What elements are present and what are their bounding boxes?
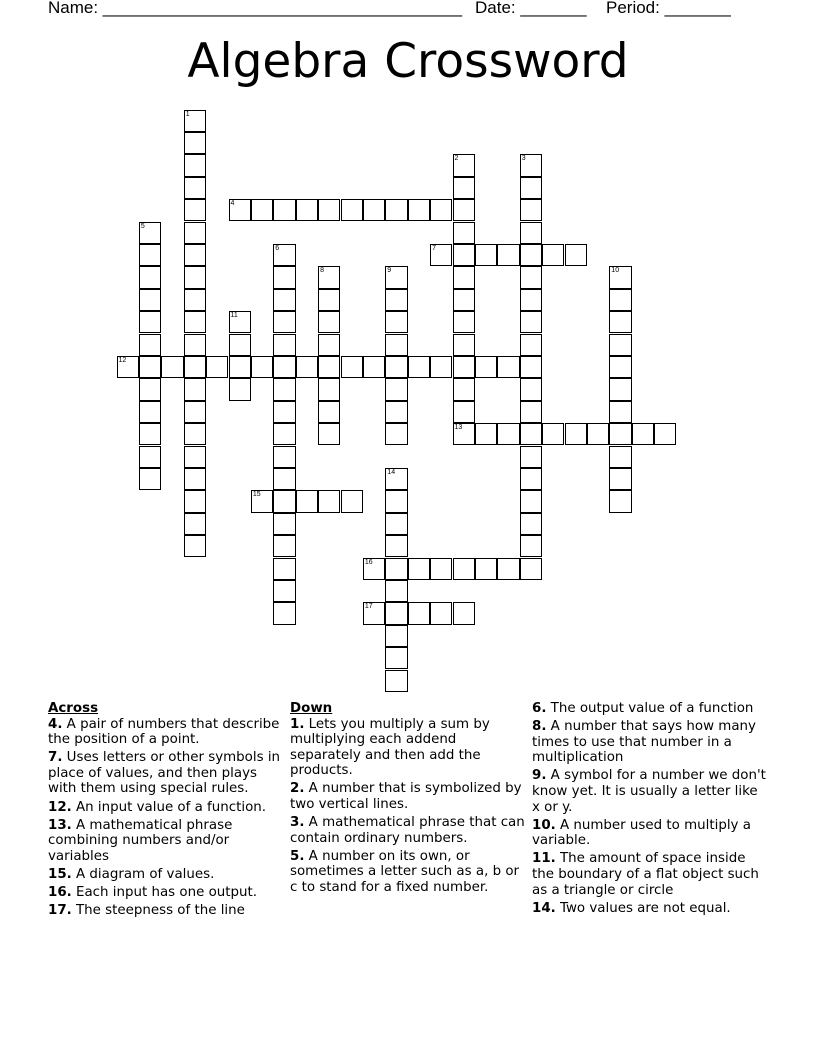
grid-cell[interactable] (318, 401, 340, 423)
clue-number: 10 (611, 267, 620, 275)
grid-cell[interactable] (341, 199, 363, 221)
grid-cell[interactable] (475, 558, 497, 580)
grid-cell[interactable] (497, 356, 519, 378)
down-clues-continued (532, 701, 768, 919)
grid-cell[interactable] (453, 199, 475, 221)
clue-text: A mathematical phrase combining numbers and/or variables (48, 817, 233, 864)
grid-cell[interactable] (520, 199, 542, 221)
grid-cell[interactable] (385, 468, 407, 490)
grid-cell[interactable] (497, 423, 519, 445)
clue-number-label: 17. (48, 903, 72, 919)
grid-cell[interactable] (430, 356, 452, 378)
grid-cell[interactable] (184, 468, 206, 490)
clue-item (290, 815, 526, 846)
grid-cell[interactable] (385, 580, 407, 602)
grid-cell[interactable] (341, 356, 363, 378)
grid-cell[interactable] (318, 423, 340, 445)
clue-item (532, 768, 768, 815)
grid-cell[interactable] (520, 311, 542, 333)
grid-cell[interactable] (453, 244, 475, 266)
down-clues (290, 701, 526, 898)
grid-cell[interactable] (184, 222, 206, 244)
grid-cell[interactable] (318, 311, 340, 333)
clue-number-label: 9. (532, 768, 547, 784)
clue-number-label: 16. (48, 885, 72, 901)
clue-text: Each input has one output. (76, 885, 257, 901)
grid-cell[interactable] (408, 199, 430, 221)
grid-cell[interactable] (520, 177, 542, 199)
grid-cell[interactable] (229, 199, 251, 221)
grid-cell[interactable] (184, 199, 206, 221)
clue-number-label: 4. (48, 716, 63, 732)
clue-item (532, 701, 768, 717)
grid-cell[interactable] (296, 490, 318, 512)
clue-number-label: 3. (290, 815, 305, 831)
grid-cell[interactable] (318, 378, 340, 400)
clue-text: A number used to multiply a variable. (532, 817, 751, 849)
grid-cell[interactable] (184, 132, 206, 154)
grid-cell[interactable] (139, 222, 161, 244)
grid-cell[interactable] (318, 289, 340, 311)
grid-cell[interactable] (273, 468, 295, 490)
clue-text: A number that says how many times to use that number in a multiplication (532, 719, 756, 766)
grid-cell[interactable] (139, 378, 161, 400)
grid-cell[interactable] (184, 244, 206, 266)
grid-cell[interactable] (385, 266, 407, 288)
grid-cell[interactable] (385, 199, 407, 221)
grid-cell[interactable] (139, 289, 161, 311)
clue-number: 1 (185, 110, 190, 118)
clue-text: The output value of a function (550, 701, 754, 716)
clue-item (48, 800, 284, 816)
grid-cell[interactable] (520, 558, 542, 580)
grid-cell[interactable] (520, 490, 542, 512)
grid-cell[interactable] (385, 423, 407, 445)
grid-cell[interactable] (273, 334, 295, 356)
clue-number: 12 (118, 356, 127, 364)
grid-cell[interactable] (139, 423, 161, 445)
clue-text: Two values are not equal. (560, 900, 731, 916)
period-field[interactable]: Period: _______ (606, 0, 731, 17)
grid-cell[interactable] (273, 423, 295, 445)
clue-item (48, 818, 284, 865)
grid-cell[interactable] (520, 222, 542, 244)
grid-cell[interactable] (520, 356, 542, 378)
clue-number: 16 (364, 558, 373, 566)
clue-text: A number that is symbolized by two vertical lines. (290, 781, 522, 813)
clue-number-label: 1. (290, 716, 305, 732)
grid-cell[interactable] (184, 154, 206, 176)
grid-cell[interactable] (542, 244, 564, 266)
grid-cell[interactable] (363, 356, 385, 378)
clue-text: Uses letters or other symbols in place of values, and then plays with them using special rules. (48, 750, 281, 797)
clue-text: An input value of a function. (76, 799, 267, 815)
grid-cell[interactable] (565, 423, 587, 445)
grid-cell[interactable] (273, 490, 295, 512)
name-field[interactable]: Name: ______________________________________ (48, 0, 463, 17)
grid-cell[interactable] (184, 356, 206, 378)
clue-number-label: 12. (48, 799, 72, 815)
clue-number: 8 (320, 267, 324, 275)
grid-cell[interactable] (385, 535, 407, 557)
grid-cell[interactable] (408, 558, 430, 580)
grid-cell[interactable] (184, 490, 206, 512)
grid-cell[interactable] (520, 513, 542, 535)
grid-cell[interactable] (520, 334, 542, 356)
across-heading: Across (48, 701, 99, 716)
grid-cell[interactable] (251, 490, 273, 512)
grid-cell[interactable] (609, 468, 631, 490)
clue-number: 17 (364, 603, 373, 611)
clue-item (290, 717, 526, 779)
page-title: Algebra Crossword (187, 34, 629, 89)
grid-cell[interactable] (430, 199, 452, 221)
grid-cell[interactable] (520, 446, 542, 468)
grid-cell[interactable] (520, 401, 542, 423)
grid-cell[interactable] (229, 334, 251, 356)
clue-number: 15 (252, 491, 261, 499)
grid-cell[interactable] (251, 356, 273, 378)
grid-cell[interactable] (430, 244, 452, 266)
grid-cell[interactable] (251, 199, 273, 221)
grid-cell[interactable] (229, 311, 251, 333)
grid-cell[interactable] (385, 602, 407, 624)
clue-number: 4 (230, 200, 235, 208)
clue-number-label: 15. (48, 866, 72, 882)
grid-cell[interactable] (408, 602, 430, 624)
clue-item (48, 717, 284, 748)
clue-number: 13 (454, 424, 463, 432)
clue-number: 7 (432, 244, 436, 252)
clue-number: 3 (521, 155, 526, 163)
grid-cell[interactable] (296, 199, 318, 221)
grid-cell[interactable] (453, 289, 475, 311)
grid-cell[interactable] (139, 334, 161, 356)
grid-cell[interactable] (453, 222, 475, 244)
grid-cell[interactable] (184, 423, 206, 445)
grid-cell[interactable] (385, 289, 407, 311)
clue-number: 11 (230, 312, 238, 320)
clue-text: The steepness of the line (76, 903, 245, 919)
clue-number-label: 6. (532, 701, 547, 716)
grid-cell[interactable] (318, 356, 340, 378)
grid-cell[interactable] (453, 423, 475, 445)
grid-cell[interactable] (318, 199, 340, 221)
grid-cell[interactable] (385, 625, 407, 647)
clue-item (290, 849, 526, 896)
grid-cell[interactable] (520, 244, 542, 266)
grid-cell[interactable] (453, 334, 475, 356)
grid-cell[interactable] (296, 356, 318, 378)
grid-cell[interactable] (273, 244, 295, 266)
clue-item (532, 901, 768, 917)
clue-number: 14 (387, 468, 396, 476)
grid-cell[interactable] (363, 558, 385, 580)
clue-number-label: 13. (48, 817, 72, 833)
clue-number-label: 7. (48, 750, 63, 766)
grid-cell[interactable] (654, 423, 676, 445)
grid-cell[interactable] (273, 535, 295, 557)
grid-cell[interactable] (453, 401, 475, 423)
clue-text: Lets you multiply a sum by multiplying each addend separately and then add the products. (290, 716, 490, 779)
grid-cell[interactable] (206, 356, 228, 378)
grid-cell[interactable] (139, 266, 161, 288)
grid-cell[interactable] (273, 401, 295, 423)
grid-cell[interactable] (139, 356, 161, 378)
across-clues (48, 701, 284, 921)
clue-number: 2 (454, 155, 459, 163)
grid-cell[interactable] (609, 266, 631, 288)
grid-cell[interactable] (385, 334, 407, 356)
grid-cell[interactable] (273, 602, 295, 624)
grid-cell[interactable] (184, 535, 206, 557)
clue-text: A symbol for a number we don't know yet. It is usually a letter like x or y. (532, 768, 766, 815)
grid-cell[interactable] (475, 356, 497, 378)
grid-cell[interactable] (318, 334, 340, 356)
grid-cell[interactable] (273, 580, 295, 602)
grid-cell[interactable] (385, 558, 407, 580)
grid-cell[interactable] (609, 311, 631, 333)
grid-cell[interactable] (363, 602, 385, 624)
grid-cell[interactable] (161, 356, 183, 378)
clue-number-label: 11. (532, 851, 556, 867)
date-field[interactable]: Date: _______ (475, 0, 587, 17)
grid-cell[interactable] (139, 446, 161, 468)
grid-cell[interactable] (609, 490, 631, 512)
grid-cell[interactable] (609, 401, 631, 423)
grid-cell[interactable] (408, 356, 430, 378)
clue-number: 6 (275, 244, 280, 252)
clue-number-label: 2. (290, 781, 305, 797)
clue-text: The amount of space inside the boundary of a flat object such as a triangle or circle (532, 851, 759, 898)
grid-cell[interactable] (609, 378, 631, 400)
clue-number-label: 5. (290, 848, 305, 864)
grid-cell[interactable] (184, 266, 206, 288)
clue-item (48, 885, 284, 901)
clue-number: 9 (387, 267, 392, 275)
grid-cell[interactable] (273, 199, 295, 221)
grid-cell[interactable] (385, 401, 407, 423)
grid-cell[interactable] (273, 513, 295, 535)
clue-number: 5 (140, 222, 145, 230)
grid-cell[interactable] (229, 378, 251, 400)
grid-cell[interactable] (184, 177, 206, 199)
grid-cell[interactable] (385, 513, 407, 535)
grid-cell[interactable] (139, 311, 161, 333)
grid-cell[interactable] (385, 378, 407, 400)
grid-cell[interactable] (520, 468, 542, 490)
grid-cell[interactable] (385, 311, 407, 333)
grid-cell[interactable] (565, 244, 587, 266)
clue-text: A diagram of values. (76, 866, 215, 882)
grid-cell[interactable] (475, 423, 497, 445)
grid-cell[interactable] (609, 446, 631, 468)
grid-cell[interactable] (497, 558, 519, 580)
grid-cell[interactable] (184, 401, 206, 423)
grid-cell[interactable] (139, 468, 161, 490)
clue-number-label: 8. (532, 719, 547, 735)
grid-cell[interactable] (273, 311, 295, 333)
grid-cell[interactable] (453, 356, 475, 378)
grid-cell[interactable] (385, 670, 407, 692)
grid-cell[interactable] (117, 356, 139, 378)
grid-cell[interactable] (273, 356, 295, 378)
grid-cell[interactable] (273, 266, 295, 288)
grid-cell[interactable] (587, 423, 609, 445)
grid-cell[interactable] (385, 647, 407, 669)
clue-text: A number on its own, or sometimes a letter such as a, b or c to stand for a fixed number. (290, 848, 520, 896)
grid-cell[interactable] (475, 244, 497, 266)
grid-cell[interactable] (385, 490, 407, 512)
clue-item (290, 781, 526, 812)
grid-cell[interactable] (318, 266, 340, 288)
grid-cell[interactable] (430, 602, 452, 624)
grid-cell[interactable] (184, 289, 206, 311)
clue-item (48, 750, 284, 797)
grid-cell[interactable] (520, 378, 542, 400)
grid-cell[interactable] (453, 266, 475, 288)
grid-cell[interactable] (273, 446, 295, 468)
down-heading: Down (290, 701, 333, 716)
grid-cell[interactable] (453, 311, 475, 333)
grid-cell[interactable] (273, 289, 295, 311)
grid-cell[interactable] (609, 423, 631, 445)
grid-cell[interactable] (385, 356, 407, 378)
clue-item (532, 818, 768, 849)
grid-cell[interactable] (520, 423, 542, 445)
grid-cell[interactable] (430, 558, 452, 580)
grid-cell[interactable] (542, 423, 564, 445)
grid-cell[interactable] (273, 558, 295, 580)
clue-item (532, 851, 768, 898)
grid-cell[interactable] (184, 110, 206, 132)
grid-cell[interactable] (453, 602, 475, 624)
grid-cell[interactable] (609, 356, 631, 378)
grid-cell[interactable] (273, 378, 295, 400)
grid-cell[interactable] (318, 490, 340, 512)
grid-cell[interactable] (341, 490, 363, 512)
grid-cell[interactable] (363, 199, 385, 221)
grid-cell[interactable] (632, 423, 654, 445)
grid-cell[interactable] (229, 356, 251, 378)
grid-cell[interactable] (453, 154, 475, 176)
grid-cell[interactable] (520, 154, 542, 176)
clue-item (48, 903, 284, 919)
grid-cell[interactable] (520, 266, 542, 288)
clue-item (48, 867, 284, 883)
grid-cell[interactable] (453, 378, 475, 400)
clue-number-label: 14. (532, 900, 556, 916)
grid-cell[interactable] (453, 558, 475, 580)
clue-text: A pair of numbers that describe the position of a point. (48, 716, 280, 748)
grid-cell[interactable] (184, 378, 206, 400)
clue-number-label: 10. (532, 817, 556, 833)
grid-cell[interactable] (184, 311, 206, 333)
grid-cell[interactable] (520, 535, 542, 557)
grid-cell[interactable] (184, 334, 206, 356)
grid-cell[interactable] (139, 244, 161, 266)
grid-cell[interactable] (184, 446, 206, 468)
clue-text: A mathematical phrase that can contain ordinary numbers. (290, 815, 525, 846)
grid-cell[interactable] (139, 401, 161, 423)
clue-item (532, 719, 768, 766)
grid-cell[interactable] (497, 244, 519, 266)
grid-cell[interactable] (184, 513, 206, 535)
grid-cell[interactable] (453, 177, 475, 199)
grid-cell[interactable] (520, 289, 542, 311)
grid-cell[interactable] (609, 334, 631, 356)
grid-cell[interactable] (609, 289, 631, 311)
